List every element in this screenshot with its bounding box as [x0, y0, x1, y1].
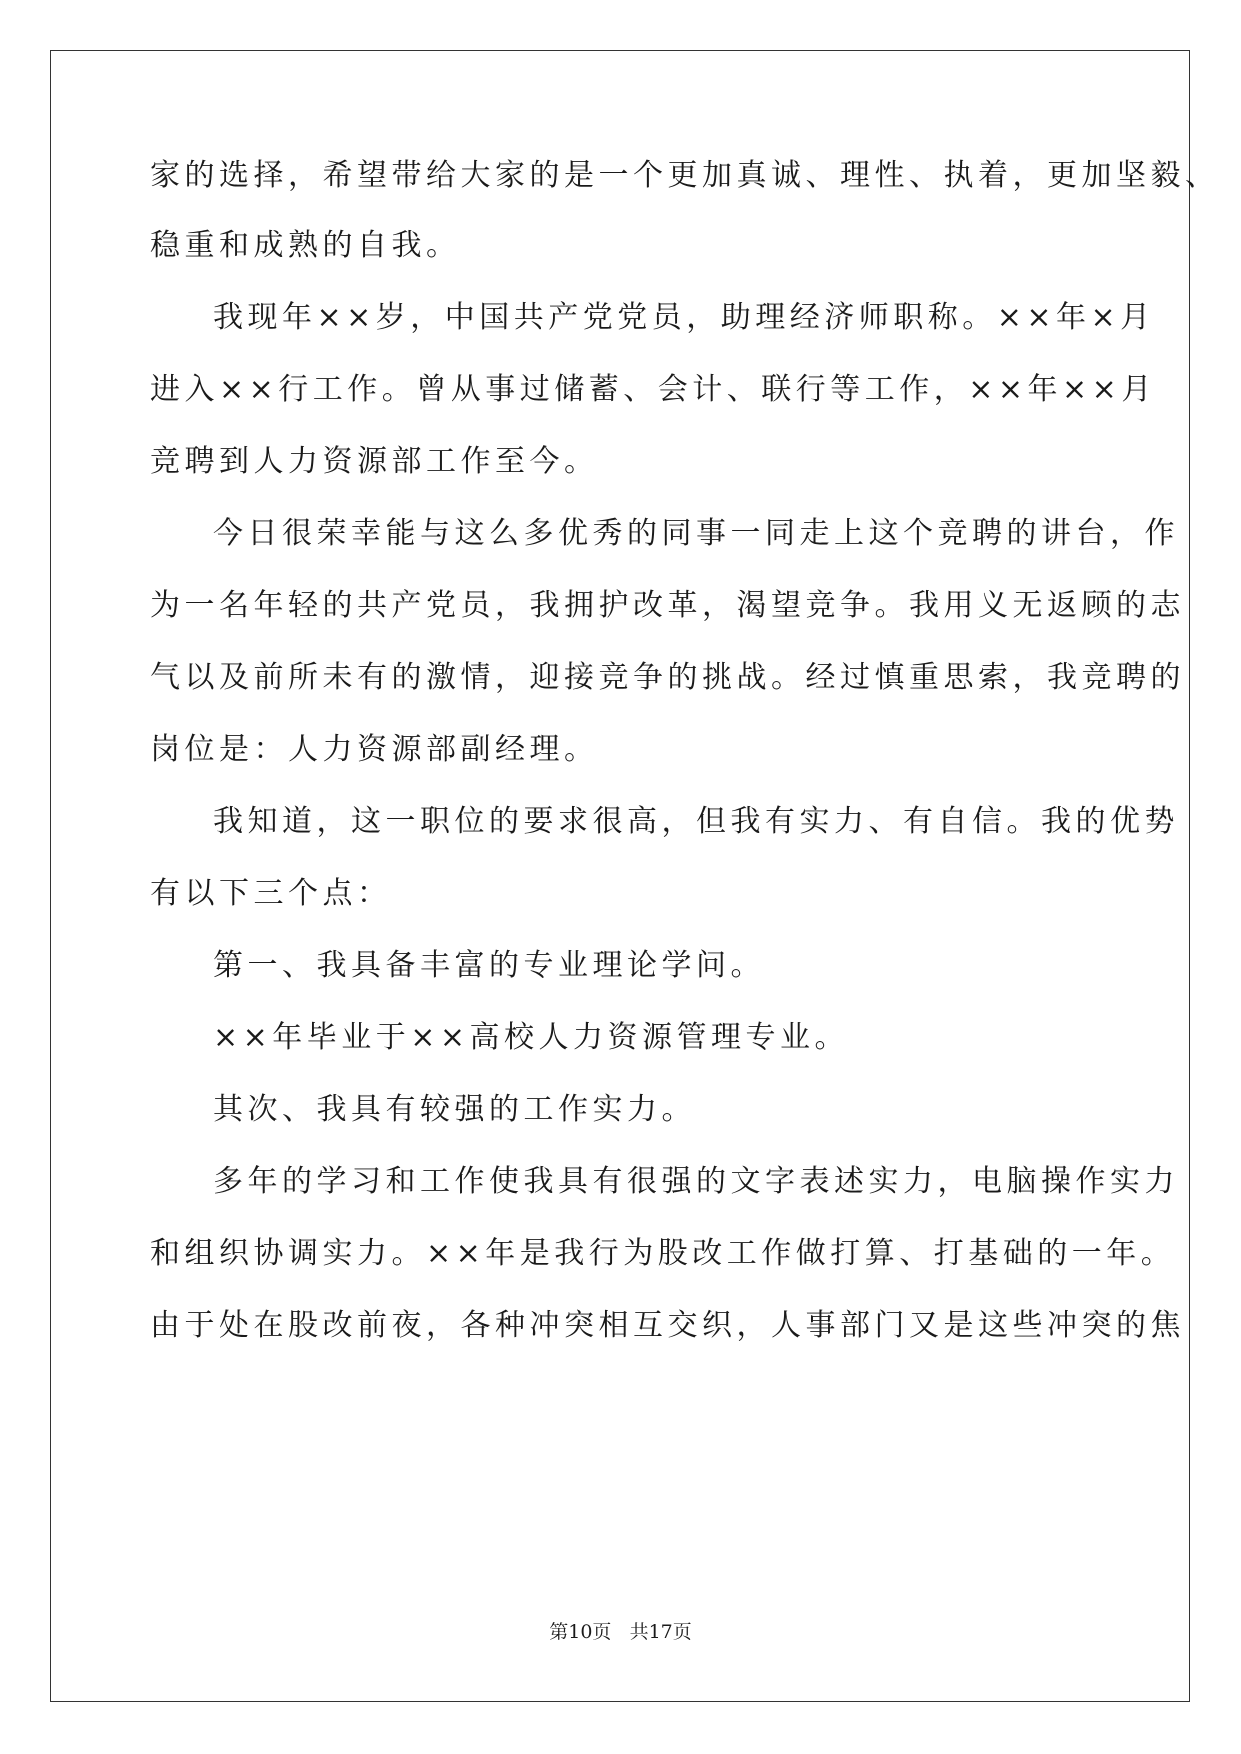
text-line: 家的选择，希望带给大家的是一个更加真诚、理性、执着，更加坚毅、 — [150, 158, 1220, 193]
text-line: ××年毕业于××高校人力资源管理专业。 — [213, 1020, 850, 1055]
text-line: 为一名年轻的共产党员，我拥护改革，渴望竞争。我用义无返顾的志 — [150, 588, 1185, 623]
text-line: 气以及前所未有的激情，迎接竞争的挑战。经过慎重思索，我竞聘的 — [150, 660, 1185, 695]
page-number: 第10页 — [549, 1621, 612, 1643]
text-line: 我现年××岁，中国共产党党员，助理经济师职称。××年×月 — [213, 300, 1155, 335]
text-line: 第一、我具备丰富的专业理论学问。 — [213, 948, 765, 983]
text-line: 进入××行工作。曾从事过储蓄、会计、联行等工作，××年××月 — [150, 372, 1156, 407]
page-total: 共17页 — [629, 1621, 692, 1643]
text-line: 今日很荣幸能与这么多优秀的同事一同走上这个竞聘的讲台，作 — [213, 516, 1179, 551]
text-line: 有以下三个点： — [150, 876, 392, 911]
text-line: 其次、我具有较强的工作实力。 — [213, 1092, 696, 1127]
text-line: 稳重和成熟的自我。 — [150, 228, 461, 263]
text-line: 竞聘到人力资源部工作至今。 — [150, 444, 599, 479]
text-line: 由于处在股改前夜，各种冲突相互交织，人事部门又是这些冲突的焦 — [150, 1308, 1185, 1343]
page-footer — [0, 1620, 1241, 1644]
text-line: 和组织协调实力。××年是我行为股改工作做打算、打基础的一年。 — [150, 1236, 1176, 1271]
text-line: 我知道，这一职位的要求很高，但我有实力、有自信。我的优势 — [213, 804, 1179, 839]
text-line: 岗位是：人力资源部副经理。 — [150, 732, 599, 767]
text-line: 多年的学习和工作使我具有很强的文字表述实力，电脑操作实力 — [213, 1164, 1179, 1199]
